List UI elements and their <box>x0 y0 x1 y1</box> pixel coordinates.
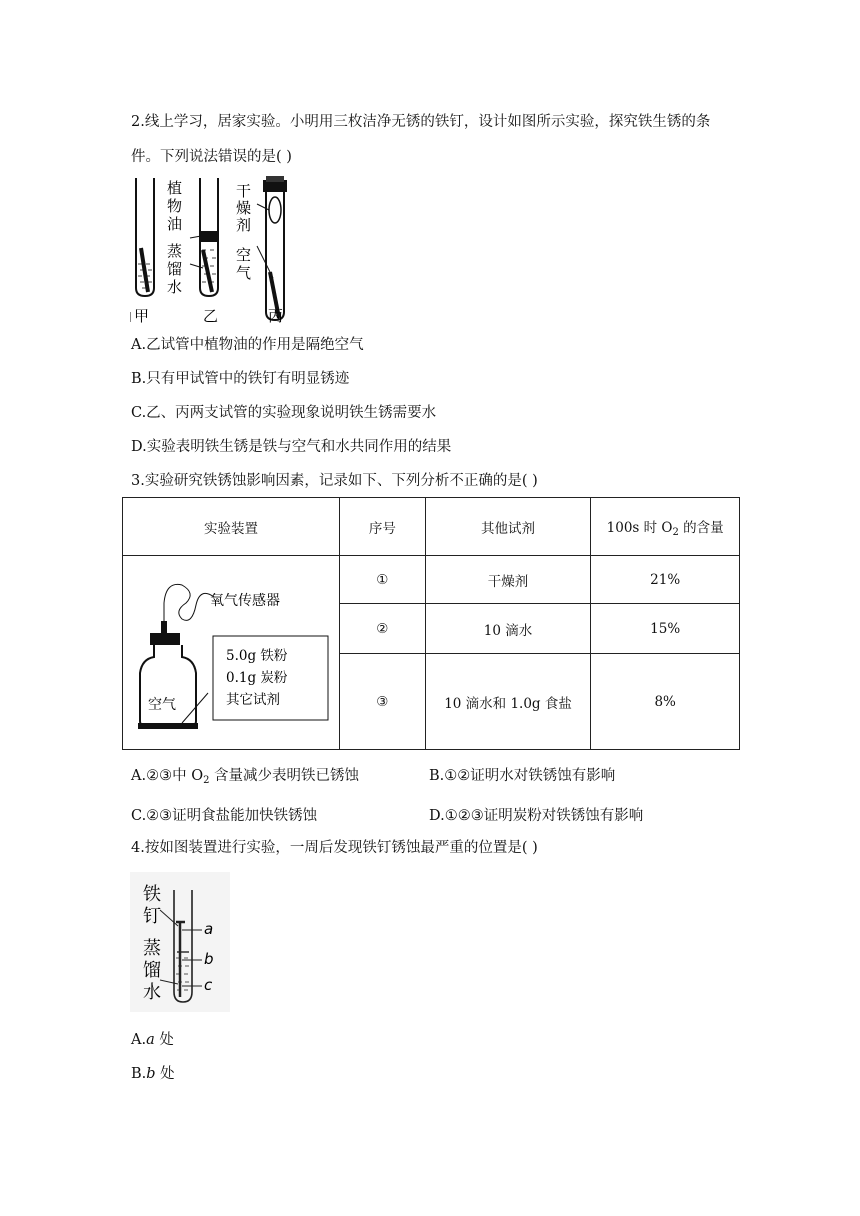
q3-option-d: D.①②③证明炭粉对铁锈蚀有影响 <box>429 808 644 824</box>
q2-label-tube-bing: 丙 <box>268 307 284 325</box>
tube-jia <box>136 178 154 296</box>
q2-label-water-1: 蒸 <box>167 242 183 260</box>
q4-label-b: b <box>204 950 214 968</box>
q2-test-tube-figure <box>130 176 300 326</box>
q2-option-b: B.只有甲试管中的铁钉有明显锈迹 <box>131 371 350 387</box>
q4-stem: 4.按如图装置进行实验，一周后发现铁钉锈蚀最严重的位置是( ) <box>131 840 538 856</box>
q2-label-water-2: 馏 <box>167 260 183 278</box>
q2-label-desiccant-3: 剂 <box>236 216 252 234</box>
q2-label-tube-yi: 乙 <box>203 307 219 325</box>
table-header-row <box>123 498 740 556</box>
header-o2-content: 100s 时 $O_2$ 的含量 <box>591 498 740 556</box>
q4-label-water-2: 馏 <box>143 960 161 981</box>
row1-o2: 21% <box>591 556 740 604</box>
row3-o2: 8% <box>591 654 740 750</box>
header-reagent: 其他试剂 <box>425 498 591 556</box>
q2-label-tube-jia: 甲 <box>134 307 150 325</box>
q4-test-tube-figure <box>130 872 230 1012</box>
q4-label-water-3: 水 <box>143 982 161 1003</box>
header-apparatus: 实验装置 <box>123 498 340 556</box>
apparatus-cell <box>123 556 340 750</box>
q3-option-b: B.①②证明水对铁锈蚀有影响 <box>429 768 616 784</box>
q2-label-desiccant-1: 干 <box>236 182 252 200</box>
row2-o2: 15% <box>591 604 740 654</box>
q2-option-a: A.乙试管中植物油的作用是隔绝空气 <box>131 337 364 353</box>
row1-number: ① <box>339 556 425 604</box>
row3-reagent: 10 滴水和 1.0g 食盐 <box>425 654 591 750</box>
row3-number: ③ <box>339 654 425 750</box>
q4-label-nail-1: 铁 <box>143 884 161 905</box>
apparatus-content-1: 5.0g 铁粉 <box>225 647 288 664</box>
row2-reagent: 10 滴水 <box>425 604 591 654</box>
q2-stem-line1: 2.线上学习，居家实验。小明用三枚洁净无锈的铁钉，设计如图所示实验，探究铁生锈的条 <box>131 114 711 130</box>
q2-stem-line2: 件。下列说法错误的是( ) <box>131 149 292 165</box>
q2-label-oil-1: 植 <box>167 179 183 197</box>
q4-option-a: A.a 处 <box>131 1032 174 1048</box>
q4-label-c: c <box>204 976 213 994</box>
header-number: 序号 <box>339 498 425 556</box>
q2-option-c: C.乙、丙两支试管的实验现象说明铁生锈需要水 <box>131 405 437 421</box>
table-row <box>123 556 740 604</box>
q2-label-oil-2: 物 <box>167 197 183 215</box>
q2-label-water-3: 水 <box>167 278 183 296</box>
row2-number: ② <box>339 604 425 654</box>
q2-label-air-2: 气 <box>236 264 252 282</box>
q2-label-oil-3: 油 <box>167 215 183 233</box>
apparatus-diagram <box>126 563 336 743</box>
q2-label-desiccant-2: 燥 <box>236 199 252 217</box>
q4-label-a: a <box>204 920 214 938</box>
apparatus-sensor-label: 氧气传感器 <box>209 592 280 609</box>
q2-label-air-1: 空 <box>236 246 252 264</box>
q3-option-c: C.②③证明食盐能加快铁锈蚀 <box>131 808 318 824</box>
q4-option-b: B.b 处 <box>131 1066 175 1082</box>
apparatus-content-2: 0.1g 炭粉 <box>225 669 288 686</box>
q2-option-d: D.实验表明铁生锈是铁与空气和水共同作用的结果 <box>131 439 452 455</box>
q3-option-a: A.②③中 $O_2$ 含量减少表明铁已锈蚀 <box>131 768 360 786</box>
tube-bing <box>257 176 287 320</box>
row1-reagent: 干燥剂 <box>425 556 591 604</box>
q4-label-nail-2: 钉 <box>143 906 161 927</box>
q3-experiment-table <box>122 497 740 750</box>
apparatus-air-label: 空气 <box>147 696 176 713</box>
tube-yi <box>190 178 218 296</box>
q3-stem: 3.实验研究铁锈蚀影响因素，记录如下、下列分析不正确的是( ) <box>131 473 538 489</box>
apparatus-content-3: 其它试剂 <box>225 691 280 708</box>
q4-label-water-1: 蒸 <box>143 938 161 959</box>
